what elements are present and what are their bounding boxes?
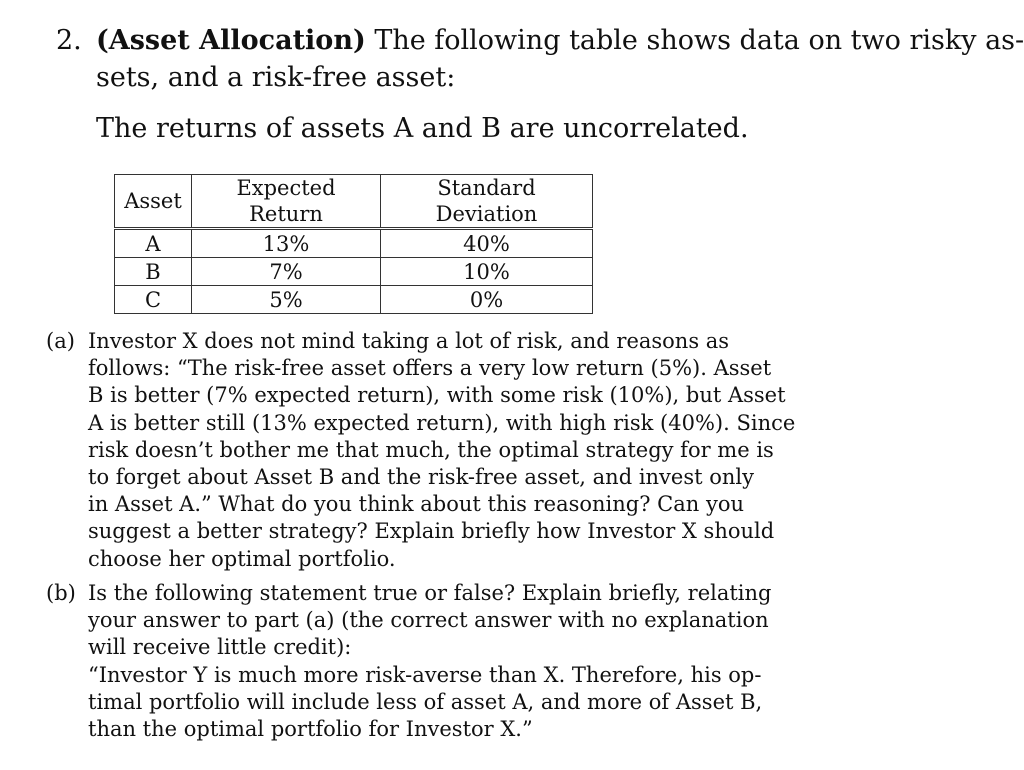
- question-number: 2.: [56, 25, 82, 56]
- cell-expected-return: 13%: [192, 229, 381, 258]
- text-line: than the optimal portfolio for Investor X.”: [88, 717, 533, 742]
- text-line: timal portfolio will include less of asset A, and more of Asset B,: [88, 689, 763, 714]
- cell-expected-return: 7%: [192, 258, 381, 286]
- table-row: [115, 229, 593, 258]
- text-line: choose her optimal portfolio.: [88, 546, 396, 571]
- part-a-text: [88, 328, 796, 573]
- text-line: risk doesn’t bother me that much, the optimal strategy for me is: [88, 437, 774, 462]
- question-intro: [96, 22, 1024, 59]
- uncorrelated-note: The returns of assets A and B are uncorrelated.: [96, 113, 749, 144]
- table-row: [115, 258, 593, 286]
- text-line: Is the following statement true or false? Explain briefly, relating: [88, 581, 772, 605]
- text-line: B is better (7% expected return), with some risk (10%), but Asset: [88, 383, 786, 408]
- cell-asset: C: [115, 286, 192, 314]
- question-header: [56, 22, 1024, 93]
- asset-table: [114, 174, 593, 314]
- table-header-row: [115, 175, 593, 229]
- question-intro-line2: sets, and a risk-free asset:: [96, 62, 456, 93]
- text-line: Investor X does not mind taking a lot of risk, and reasons as: [88, 329, 730, 353]
- text-line: follows: “The risk-free asset offers a very low return (5%). Asset: [88, 356, 772, 381]
- text-line: “Investor Y is much more risk-averse than X. Therefore, his op-: [88, 662, 762, 687]
- question-title: (Asset Allocation): [96, 25, 366, 56]
- table-row: [115, 286, 593, 314]
- header-asset: Asset: [115, 175, 192, 229]
- cell-standard-deviation: 10%: [381, 258, 593, 286]
- part-b-label: (b): [46, 581, 76, 605]
- header-expected-return: Expected Return: [192, 175, 381, 229]
- text-line: your answer to part (a) (the correct answer with no explanation: [88, 608, 769, 633]
- question-intro-line1: The following table shows data on two risky as-: [374, 25, 1024, 56]
- header-standard-deviation: Standard Deviation: [381, 175, 593, 229]
- part-b-text: [88, 580, 772, 743]
- cell-standard-deviation: 0%: [381, 286, 593, 314]
- text-line: will receive little credit):: [88, 635, 352, 660]
- cell-expected-return: 5%: [192, 286, 381, 314]
- text-line: in Asset A.” What do you think about this reasoning? Can you: [88, 492, 744, 517]
- text-line: A is better still (13% expected return), with high risk (40%). Since: [88, 410, 796, 435]
- part-a-label: (a): [46, 329, 75, 353]
- cell-asset: B: [115, 258, 192, 286]
- cell-standard-deviation: 40%: [381, 229, 593, 258]
- cell-asset: A: [115, 229, 192, 258]
- text-line: suggest a better strategy? Explain briefly how Investor X should: [88, 519, 775, 544]
- text-line: to forget about Asset B and the risk-free asset, and invest only: [88, 465, 754, 490]
